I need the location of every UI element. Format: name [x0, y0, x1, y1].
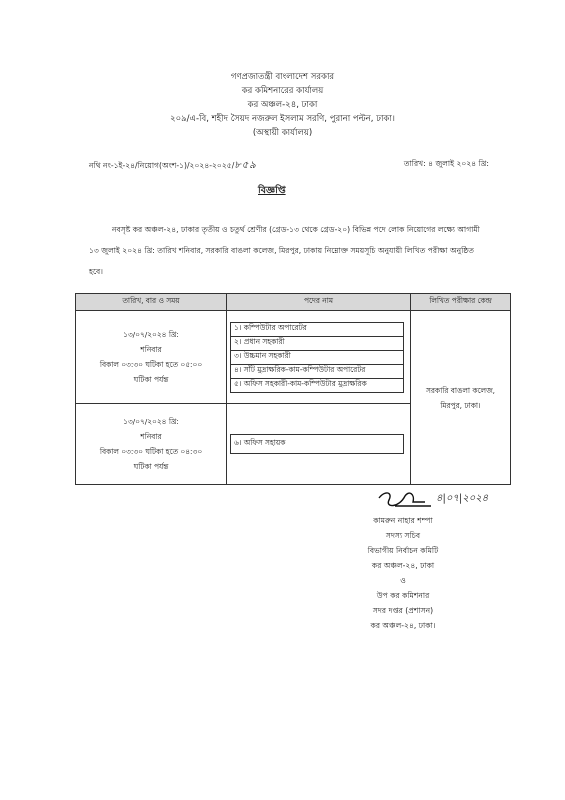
table-row — [76, 311, 511, 404]
govt-title: গণপ্রজাতন্ত্রী বাংলাদেশ সরকার — [230, 72, 335, 82]
header-post-name: পদের নাম — [227, 294, 411, 311]
slot2-posts — [227, 404, 411, 485]
slot2-post-list — [230, 434, 404, 454]
slot2-end: ঘটিকা পর্যন্ত — [133, 462, 169, 471]
slot1-date: ১৩/০৭/২০২৪ খ্রি: — [123, 330, 179, 339]
notice-body-text: নবসৃষ্ট কর অঞ্চল-২৪, ঢাকার তৃতীয় ও চতুর্থ শ্রেণীর (গ্রেড-১৩ থেকে গ্রেড-২০) বিভিন্ন পদে লোক নিয়োগের লক্ষ্যে আগামী ১৩ জুলাই ২০২৪ খ্রি: তারিখ শনিবার, সরকারি বাঙলা কলেজ, মিরপুর, ঢাকায় নিম্নোক্ত সময়সূচি অনুযায়ী লিখিত পরীক্ষা অনুষ্ঠিত হবে। — [89, 225, 480, 276]
notice-title: বিজ্ঞপ্তি — [258, 185, 286, 196]
memo-number — [89, 158, 257, 175]
post-item: ২। প্রধান সহকারী — [231, 336, 404, 350]
notice-body — [89, 219, 489, 282]
slot1-end: ঘটিকা পর্যন্ত — [133, 375, 169, 384]
signatory-zone: কর অঞ্চল-২৪, ঢাকা — [371, 561, 435, 570]
slot2-datetime — [76, 404, 227, 485]
office-name: কর কমিশনারের কার্যালয় — [241, 86, 324, 96]
post-item: ৩। উচ্চমান সহকারী — [231, 350, 404, 364]
signatory-name: কামরুন নাহার শম্পা — [373, 516, 433, 525]
slot2-day: শনিবার — [140, 432, 162, 441]
exam-centre — [411, 311, 511, 485]
slot1-posts — [227, 311, 411, 404]
centre-line1: সরকারি বাঙলা কলেজ, — [425, 385, 496, 395]
signature-date: ৪|০৭|২০২৪ — [436, 493, 489, 504]
centre-line2: মিরপুর, ঢাকা। — [440, 400, 481, 410]
office-address: ২০৯/এ-বি, শহীদ সৈয়দ নজরুল ইসলাম সরণি, পুরানা পল্টন, ঢাকা। — [170, 114, 395, 124]
slot1-datetime — [76, 311, 227, 404]
memo-number-text: নথি নং-১ই-২৪/নিয়োগ(অংশ-১)/২০২৪-২০২৫/ — [89, 161, 235, 170]
header-date-time: তারিখ, বার ও সময় — [76, 294, 227, 311]
zone-name: কর অঞ্চল-২৪, ঢাকা — [247, 100, 318, 110]
temporary-office-note: (অস্থায়ী কার্যালয়) — [252, 128, 313, 138]
post-item: ৪। সাঁট মুদ্রাক্ষরিক-কাম-কম্পিউটার অপারেটর — [231, 364, 404, 378]
signatory-committee: বিভাগীয় নির্বাচন কমিটি — [367, 546, 439, 555]
slot1-day: শনিবার — [140, 345, 162, 354]
signature-scribble — [375, 488, 435, 514]
signatory-department: সদর দপ্তর (প্রশাসন) — [372, 606, 434, 615]
signatory-office: কর অঞ্চল-২৪, ঢাকা। — [370, 621, 436, 630]
signatory-and: ও — [400, 576, 406, 585]
post-item: ১। কম্পিউটার অপারেটর — [231, 322, 404, 336]
slot1-time: বিকাল ০৩:৩০ ঘটিকা হতে ০৫:০০ — [99, 360, 203, 369]
signatory-designation: উপ কর কমিশনার — [376, 591, 430, 600]
memo-handwritten-number: ৮৫৯ — [234, 160, 257, 171]
header-exam-centre: লিখিত পরীক্ষার কেন্দ্র — [411, 294, 511, 311]
exam-schedule-table — [75, 293, 511, 485]
slot2-time: বিকাল ০৩:৩০ ঘটিকা হতে ০৪:৩০ — [99, 447, 203, 456]
slot1-post-list — [230, 322, 404, 393]
post-item: ৬। অফিস সহায়ক — [231, 435, 404, 454]
signatory-role: সদস্য সচিব — [385, 531, 421, 540]
memo-date: তারিখ: ৪ জুলাই ২০২৪ খ্রি: — [403, 159, 489, 168]
post-item: ৫। অফিস সহকারী-কাম-কম্পিউটার মুদ্রাক্ষরিক — [231, 378, 404, 392]
table-header-row — [76, 294, 511, 311]
slot2-date: ১৩/০৭/২০২৪ খ্রি: — [123, 417, 179, 426]
